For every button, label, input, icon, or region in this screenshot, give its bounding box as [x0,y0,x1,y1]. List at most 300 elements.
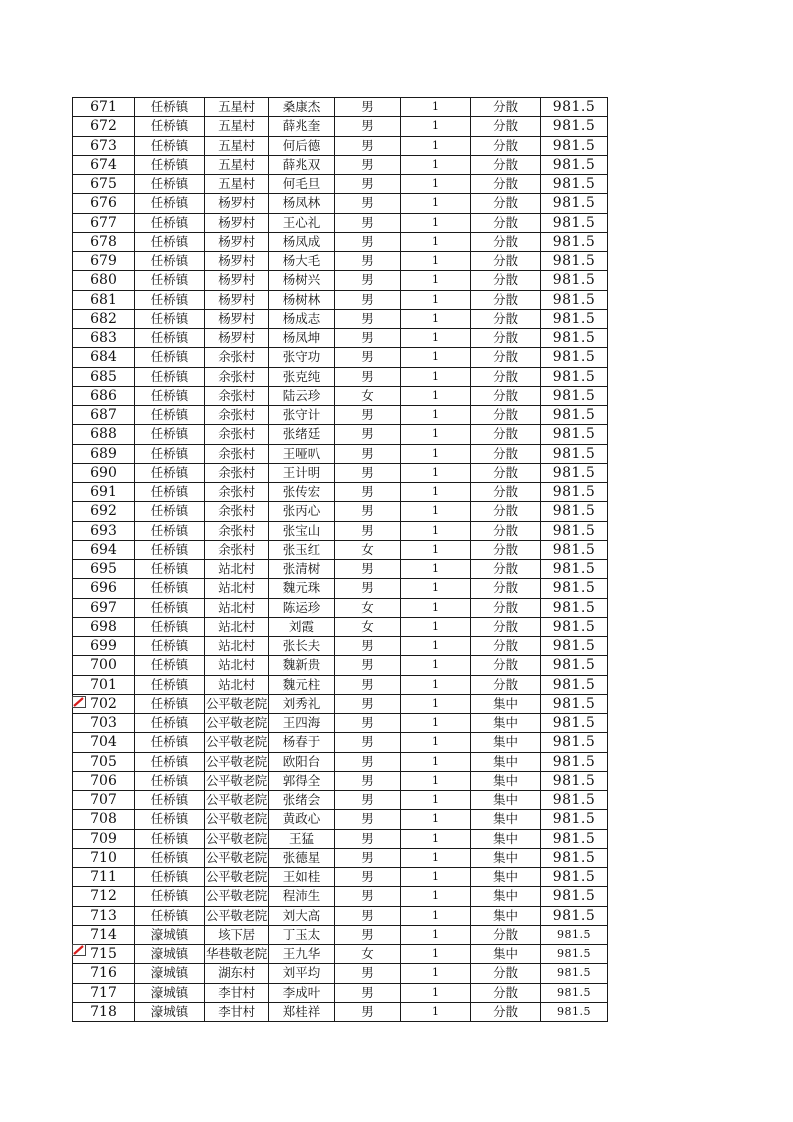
count-cell[interactable]: 1 [401,694,471,713]
sex-cell[interactable]: 男 [335,463,401,482]
row-number-cell[interactable]: 702 [73,694,135,713]
town-cell[interactable]: 任桥镇 [135,810,205,829]
sex-cell[interactable]: 男 [335,579,401,598]
village-cell[interactable]: 五星村 [205,136,269,155]
name-cell[interactable]: 魏元珠 [269,579,335,598]
count-cell[interactable]: 1 [401,771,471,790]
amount-cell[interactable]: 981.5 [541,367,608,386]
row-number-cell[interactable]: 672 [73,117,135,136]
count-cell[interactable]: 1 [401,406,471,425]
sex-cell[interactable]: 男 [335,290,401,309]
amount-cell[interactable]: 981.5 [541,983,608,1002]
count-cell[interactable]: 1 [401,983,471,1002]
count-cell[interactable]: 1 [401,290,471,309]
town-cell[interactable]: 任桥镇 [135,367,205,386]
name-cell[interactable]: 何后德 [269,136,335,155]
amount-cell[interactable]: 981.5 [541,155,608,174]
name-cell[interactable]: 刘大高 [269,906,335,925]
row-number-cell[interactable]: 707 [73,791,135,810]
town-cell[interactable]: 任桥镇 [135,386,205,405]
town-cell[interactable]: 任桥镇 [135,829,205,848]
sex-cell[interactable]: 男 [335,694,401,713]
amount-cell[interactable]: 981.5 [541,868,608,887]
amount-cell[interactable]: 981.5 [541,560,608,579]
town-cell[interactable]: 任桥镇 [135,560,205,579]
count-cell[interactable]: 1 [401,175,471,194]
row-number-cell[interactable]: 697 [73,598,135,617]
sex-cell[interactable]: 男 [335,232,401,251]
village-cell[interactable]: 站北村 [205,656,269,675]
count-cell[interactable]: 1 [401,521,471,540]
town-cell[interactable]: 任桥镇 [135,906,205,925]
row-number-cell[interactable]: 704 [73,733,135,752]
support-mode-cell[interactable]: 分散 [471,155,541,174]
amount-cell[interactable]: 981.5 [541,945,608,964]
support-mode-cell[interactable]: 分散 [471,483,541,502]
amount-cell[interactable]: 981.5 [541,791,608,810]
support-mode-cell[interactable]: 分散 [471,136,541,155]
row-number-cell[interactable]: 718 [73,1002,135,1021]
name-cell[interactable]: 杨成志 [269,309,335,328]
support-mode-cell[interactable]: 分散 [471,194,541,213]
name-cell[interactable]: 张玉红 [269,540,335,559]
amount-cell[interactable]: 981.5 [541,540,608,559]
count-cell[interactable]: 1 [401,232,471,251]
town-cell[interactable]: 任桥镇 [135,771,205,790]
name-cell[interactable]: 郭得全 [269,771,335,790]
village-cell[interactable]: 余张村 [205,463,269,482]
town-cell[interactable]: 任桥镇 [135,483,205,502]
sex-cell[interactable]: 女 [335,386,401,405]
village-cell[interactable]: 余张村 [205,502,269,521]
village-cell[interactable]: 余张村 [205,406,269,425]
village-cell[interactable]: 公平敬老院 [205,714,269,733]
count-cell[interactable]: 1 [401,617,471,636]
name-cell[interactable]: 王四海 [269,714,335,733]
village-cell[interactable]: 站北村 [205,675,269,694]
name-cell[interactable]: 杨大毛 [269,252,335,271]
name-cell[interactable]: 王猛 [269,829,335,848]
town-cell[interactable]: 任桥镇 [135,579,205,598]
row-number-cell[interactable]: 715 [73,945,135,964]
sex-cell[interactable]: 男 [335,656,401,675]
support-mode-cell[interactable]: 集中 [471,733,541,752]
amount-cell[interactable]: 981.5 [541,617,608,636]
count-cell[interactable]: 1 [401,868,471,887]
row-number-cell[interactable]: 695 [73,560,135,579]
name-cell[interactable]: 刘霞 [269,617,335,636]
amount-cell[interactable]: 981.5 [541,136,608,155]
name-cell[interactable]: 陆云珍 [269,386,335,405]
sex-cell[interactable]: 男 [335,98,401,117]
village-cell[interactable]: 五星村 [205,98,269,117]
support-mode-cell[interactable]: 分散 [471,983,541,1002]
count-cell[interactable]: 1 [401,1002,471,1021]
amount-cell[interactable]: 981.5 [541,656,608,675]
amount-cell[interactable]: 981.5 [541,175,608,194]
name-cell[interactable]: 杨树兴 [269,271,335,290]
row-number-cell[interactable]: 673 [73,136,135,155]
count-cell[interactable]: 1 [401,213,471,232]
support-mode-cell[interactable]: 分散 [471,579,541,598]
amount-cell[interactable]: 981.5 [541,637,608,656]
amount-cell[interactable]: 981.5 [541,694,608,713]
amount-cell[interactable]: 981.5 [541,733,608,752]
town-cell[interactable]: 任桥镇 [135,675,205,694]
count-cell[interactable]: 1 [401,848,471,867]
count-cell[interactable]: 1 [401,964,471,983]
support-mode-cell[interactable]: 分散 [471,637,541,656]
support-mode-cell[interactable]: 集中 [471,694,541,713]
sex-cell[interactable]: 男 [335,271,401,290]
name-cell[interactable]: 薛兆奎 [269,117,335,136]
support-mode-cell[interactable]: 分散 [471,252,541,271]
amount-cell[interactable]: 981.5 [541,329,608,348]
row-number-cell[interactable]: 703 [73,714,135,733]
sex-cell[interactable]: 男 [335,560,401,579]
sex-cell[interactable]: 男 [335,194,401,213]
support-mode-cell[interactable]: 分散 [471,213,541,232]
town-cell[interactable]: 任桥镇 [135,252,205,271]
name-cell[interactable]: 杨凤成 [269,232,335,251]
town-cell[interactable]: 任桥镇 [135,694,205,713]
town-cell[interactable]: 任桥镇 [135,887,205,906]
name-cell[interactable]: 杨凤林 [269,194,335,213]
village-cell[interactable]: 五星村 [205,155,269,174]
town-cell[interactable]: 濠城镇 [135,1002,205,1021]
town-cell[interactable]: 任桥镇 [135,213,205,232]
town-cell[interactable]: 任桥镇 [135,617,205,636]
town-cell[interactable]: 任桥镇 [135,656,205,675]
village-cell[interactable]: 站北村 [205,637,269,656]
amount-cell[interactable]: 981.5 [541,521,608,540]
support-mode-cell[interactable]: 分散 [471,463,541,482]
sex-cell[interactable]: 男 [335,406,401,425]
village-cell[interactable]: 垓下居 [205,925,269,944]
name-cell[interactable]: 郑桂祥 [269,1002,335,1021]
town-cell[interactable]: 任桥镇 [135,752,205,771]
village-cell[interactable]: 杨罗村 [205,309,269,328]
support-mode-cell[interactable]: 分散 [471,98,541,117]
name-cell[interactable]: 桑康杰 [269,98,335,117]
comment-indicator-icon[interactable] [72,944,86,956]
name-cell[interactable]: 刘秀礼 [269,694,335,713]
row-number-cell[interactable]: 714 [73,925,135,944]
amount-cell[interactable]: 981.5 [541,213,608,232]
amount-cell[interactable]: 981.5 [541,483,608,502]
village-cell[interactable]: 公平敬老院 [205,810,269,829]
village-cell[interactable]: 公平敬老院 [205,906,269,925]
sex-cell[interactable]: 男 [335,675,401,694]
name-cell[interactable]: 陈运珍 [269,598,335,617]
town-cell[interactable]: 任桥镇 [135,194,205,213]
count-cell[interactable]: 1 [401,540,471,559]
name-cell[interactable]: 张清树 [269,560,335,579]
name-cell[interactable]: 欧阳台 [269,752,335,771]
count-cell[interactable]: 1 [401,329,471,348]
support-mode-cell[interactable]: 分散 [471,617,541,636]
sex-cell[interactable]: 男 [335,213,401,232]
sex-cell[interactable]: 男 [335,1002,401,1021]
count-cell[interactable]: 1 [401,98,471,117]
village-cell[interactable]: 公平敬老院 [205,733,269,752]
support-mode-cell[interactable]: 集中 [471,714,541,733]
name-cell[interactable]: 何毛旦 [269,175,335,194]
village-cell[interactable]: 华巷敬老院 [205,945,269,964]
name-cell[interactable]: 杨树林 [269,290,335,309]
amount-cell[interactable]: 981.5 [541,771,608,790]
village-cell[interactable]: 公平敬老院 [205,868,269,887]
count-cell[interactable]: 1 [401,637,471,656]
row-number-cell[interactable]: 717 [73,983,135,1002]
support-mode-cell[interactable]: 分散 [471,425,541,444]
support-mode-cell[interactable]: 集中 [471,829,541,848]
name-cell[interactable]: 魏元柱 [269,675,335,694]
town-cell[interactable]: 任桥镇 [135,791,205,810]
row-number-cell[interactable]: 674 [73,155,135,174]
village-cell[interactable]: 公平敬老院 [205,848,269,867]
row-number-cell[interactable]: 682 [73,309,135,328]
count-cell[interactable]: 1 [401,656,471,675]
sex-cell[interactable]: 女 [335,598,401,617]
row-number-cell[interactable]: 687 [73,406,135,425]
sex-cell[interactable]: 女 [335,945,401,964]
row-number-cell[interactable]: 689 [73,444,135,463]
row-number-cell[interactable]: 701 [73,675,135,694]
name-cell[interactable]: 刘平均 [269,964,335,983]
amount-cell[interactable]: 981.5 [541,906,608,925]
count-cell[interactable]: 1 [401,579,471,598]
town-cell[interactable]: 任桥镇 [135,406,205,425]
support-mode-cell[interactable]: 集中 [471,906,541,925]
name-cell[interactable]: 魏新贵 [269,656,335,675]
count-cell[interactable]: 1 [401,675,471,694]
support-mode-cell[interactable]: 分散 [471,675,541,694]
count-cell[interactable]: 1 [401,386,471,405]
row-number-cell[interactable]: 696 [73,579,135,598]
support-mode-cell[interactable]: 分散 [471,598,541,617]
village-cell[interactable]: 杨罗村 [205,329,269,348]
town-cell[interactable]: 任桥镇 [135,521,205,540]
sex-cell[interactable]: 男 [335,175,401,194]
amount-cell[interactable]: 981.5 [541,386,608,405]
sex-cell[interactable]: 男 [335,791,401,810]
support-mode-cell[interactable]: 分散 [471,444,541,463]
name-cell[interactable]: 程沛生 [269,887,335,906]
sex-cell[interactable]: 男 [335,887,401,906]
town-cell[interactable]: 任桥镇 [135,175,205,194]
sex-cell[interactable]: 男 [335,829,401,848]
count-cell[interactable]: 1 [401,810,471,829]
sex-cell[interactable]: 男 [335,444,401,463]
row-number-cell[interactable]: 708 [73,810,135,829]
support-mode-cell[interactable]: 集中 [471,771,541,790]
name-cell[interactable]: 张德星 [269,848,335,867]
village-cell[interactable]: 余张村 [205,367,269,386]
name-cell[interactable]: 张守功 [269,348,335,367]
amount-cell[interactable]: 981.5 [541,925,608,944]
count-cell[interactable]: 1 [401,309,471,328]
amount-cell[interactable]: 981.5 [541,406,608,425]
town-cell[interactable]: 任桥镇 [135,232,205,251]
amount-cell[interactable]: 981.5 [541,1002,608,1021]
count-cell[interactable]: 1 [401,945,471,964]
village-cell[interactable]: 余张村 [205,444,269,463]
row-number-cell[interactable]: 680 [73,271,135,290]
count-cell[interactable]: 1 [401,155,471,174]
sex-cell[interactable]: 男 [335,483,401,502]
support-mode-cell[interactable]: 分散 [471,309,541,328]
name-cell[interactable]: 王如桂 [269,868,335,887]
name-cell[interactable]: 张克纯 [269,367,335,386]
town-cell[interactable]: 任桥镇 [135,136,205,155]
support-mode-cell[interactable]: 分散 [471,117,541,136]
amount-cell[interactable]: 981.5 [541,463,608,482]
sex-cell[interactable]: 女 [335,617,401,636]
sex-cell[interactable]: 男 [335,252,401,271]
amount-cell[interactable]: 981.5 [541,232,608,251]
village-cell[interactable]: 站北村 [205,579,269,598]
village-cell[interactable]: 杨罗村 [205,290,269,309]
support-mode-cell[interactable]: 分散 [471,560,541,579]
count-cell[interactable]: 1 [401,136,471,155]
sex-cell[interactable]: 男 [335,906,401,925]
row-number-cell[interactable]: 716 [73,964,135,983]
row-number-cell[interactable]: 705 [73,752,135,771]
village-cell[interactable]: 杨罗村 [205,213,269,232]
row-number-cell[interactable]: 675 [73,175,135,194]
sex-cell[interactable]: 男 [335,425,401,444]
name-cell[interactable]: 张绪会 [269,791,335,810]
support-mode-cell[interactable]: 集中 [471,810,541,829]
count-cell[interactable]: 1 [401,194,471,213]
row-number-cell[interactable]: 699 [73,637,135,656]
row-number-cell[interactable]: 676 [73,194,135,213]
village-cell[interactable]: 余张村 [205,386,269,405]
village-cell[interactable]: 杨罗村 [205,252,269,271]
count-cell[interactable]: 1 [401,598,471,617]
village-cell[interactable]: 杨罗村 [205,194,269,213]
count-cell[interactable]: 1 [401,117,471,136]
town-cell[interactable]: 濠城镇 [135,925,205,944]
sex-cell[interactable]: 男 [335,117,401,136]
support-mode-cell[interactable]: 分散 [471,367,541,386]
sex-cell[interactable]: 男 [335,521,401,540]
sex-cell[interactable]: 男 [335,752,401,771]
town-cell[interactable]: 任桥镇 [135,329,205,348]
row-number-cell[interactable]: 709 [73,829,135,848]
sex-cell[interactable]: 男 [335,367,401,386]
town-cell[interactable]: 任桥镇 [135,502,205,521]
sex-cell[interactable]: 男 [335,329,401,348]
support-mode-cell[interactable]: 分散 [471,540,541,559]
row-number-cell[interactable]: 694 [73,540,135,559]
support-mode-cell[interactable]: 集中 [471,791,541,810]
name-cell[interactable]: 王计明 [269,463,335,482]
town-cell[interactable]: 任桥镇 [135,733,205,752]
row-number-cell[interactable]: 698 [73,617,135,636]
count-cell[interactable]: 1 [401,463,471,482]
sex-cell[interactable]: 男 [335,771,401,790]
amount-cell[interactable]: 981.5 [541,309,608,328]
row-number-cell[interactable]: 700 [73,656,135,675]
name-cell[interactable]: 张宝山 [269,521,335,540]
count-cell[interactable]: 1 [401,887,471,906]
support-mode-cell[interactable]: 分散 [471,502,541,521]
village-cell[interactable]: 余张村 [205,483,269,502]
village-cell[interactable]: 站北村 [205,560,269,579]
support-mode-cell[interactable]: 分散 [471,406,541,425]
count-cell[interactable]: 1 [401,752,471,771]
support-mode-cell[interactable]: 分散 [471,386,541,405]
name-cell[interactable]: 丁玉太 [269,925,335,944]
village-cell[interactable]: 站北村 [205,598,269,617]
count-cell[interactable]: 1 [401,714,471,733]
amount-cell[interactable]: 981.5 [541,348,608,367]
row-number-cell[interactable]: 711 [73,868,135,887]
village-cell[interactable]: 李甘村 [205,983,269,1002]
count-cell[interactable]: 1 [401,791,471,810]
amount-cell[interactable]: 981.5 [541,598,608,617]
row-number-cell[interactable]: 692 [73,502,135,521]
name-cell[interactable]: 王心礼 [269,213,335,232]
town-cell[interactable]: 任桥镇 [135,444,205,463]
row-number-cell[interactable]: 678 [73,232,135,251]
count-cell[interactable]: 1 [401,483,471,502]
village-cell[interactable]: 余张村 [205,348,269,367]
support-mode-cell[interactable]: 分散 [471,1002,541,1021]
row-number-cell[interactable]: 712 [73,887,135,906]
support-mode-cell[interactable]: 集中 [471,887,541,906]
amount-cell[interactable]: 981.5 [541,829,608,848]
support-mode-cell[interactable]: 集中 [471,752,541,771]
count-cell[interactable]: 1 [401,271,471,290]
name-cell[interactable]: 杨凤坤 [269,329,335,348]
row-number-cell[interactable]: 688 [73,425,135,444]
support-mode-cell[interactable]: 分散 [471,521,541,540]
support-mode-cell[interactable]: 分散 [471,656,541,675]
amount-cell[interactable]: 981.5 [541,502,608,521]
support-mode-cell[interactable]: 集中 [471,945,541,964]
town-cell[interactable]: 濠城镇 [135,964,205,983]
sex-cell[interactable]: 男 [335,810,401,829]
row-number-cell[interactable]: 685 [73,367,135,386]
name-cell[interactable]: 薛兆双 [269,155,335,174]
village-cell[interactable]: 公平敬老院 [205,791,269,810]
sex-cell[interactable]: 男 [335,868,401,887]
village-cell[interactable]: 公平敬老院 [205,829,269,848]
town-cell[interactable]: 任桥镇 [135,714,205,733]
count-cell[interactable]: 1 [401,502,471,521]
name-cell[interactable]: 张传宏 [269,483,335,502]
village-cell[interactable]: 五星村 [205,175,269,194]
town-cell[interactable]: 任桥镇 [135,540,205,559]
amount-cell[interactable]: 981.5 [541,887,608,906]
comment-indicator-icon[interactable] [72,696,86,708]
name-cell[interactable]: 李成叶 [269,983,335,1002]
town-cell[interactable]: 任桥镇 [135,348,205,367]
row-number-cell[interactable]: 713 [73,906,135,925]
support-mode-cell[interactable]: 分散 [471,290,541,309]
support-mode-cell[interactable]: 分散 [471,175,541,194]
sex-cell[interactable]: 男 [335,136,401,155]
sex-cell[interactable]: 男 [335,348,401,367]
row-number-cell[interactable]: 693 [73,521,135,540]
village-cell[interactable]: 公平敬老院 [205,771,269,790]
name-cell[interactable]: 张长夫 [269,637,335,656]
name-cell[interactable]: 王哑叭 [269,444,335,463]
row-number-cell[interactable]: 706 [73,771,135,790]
